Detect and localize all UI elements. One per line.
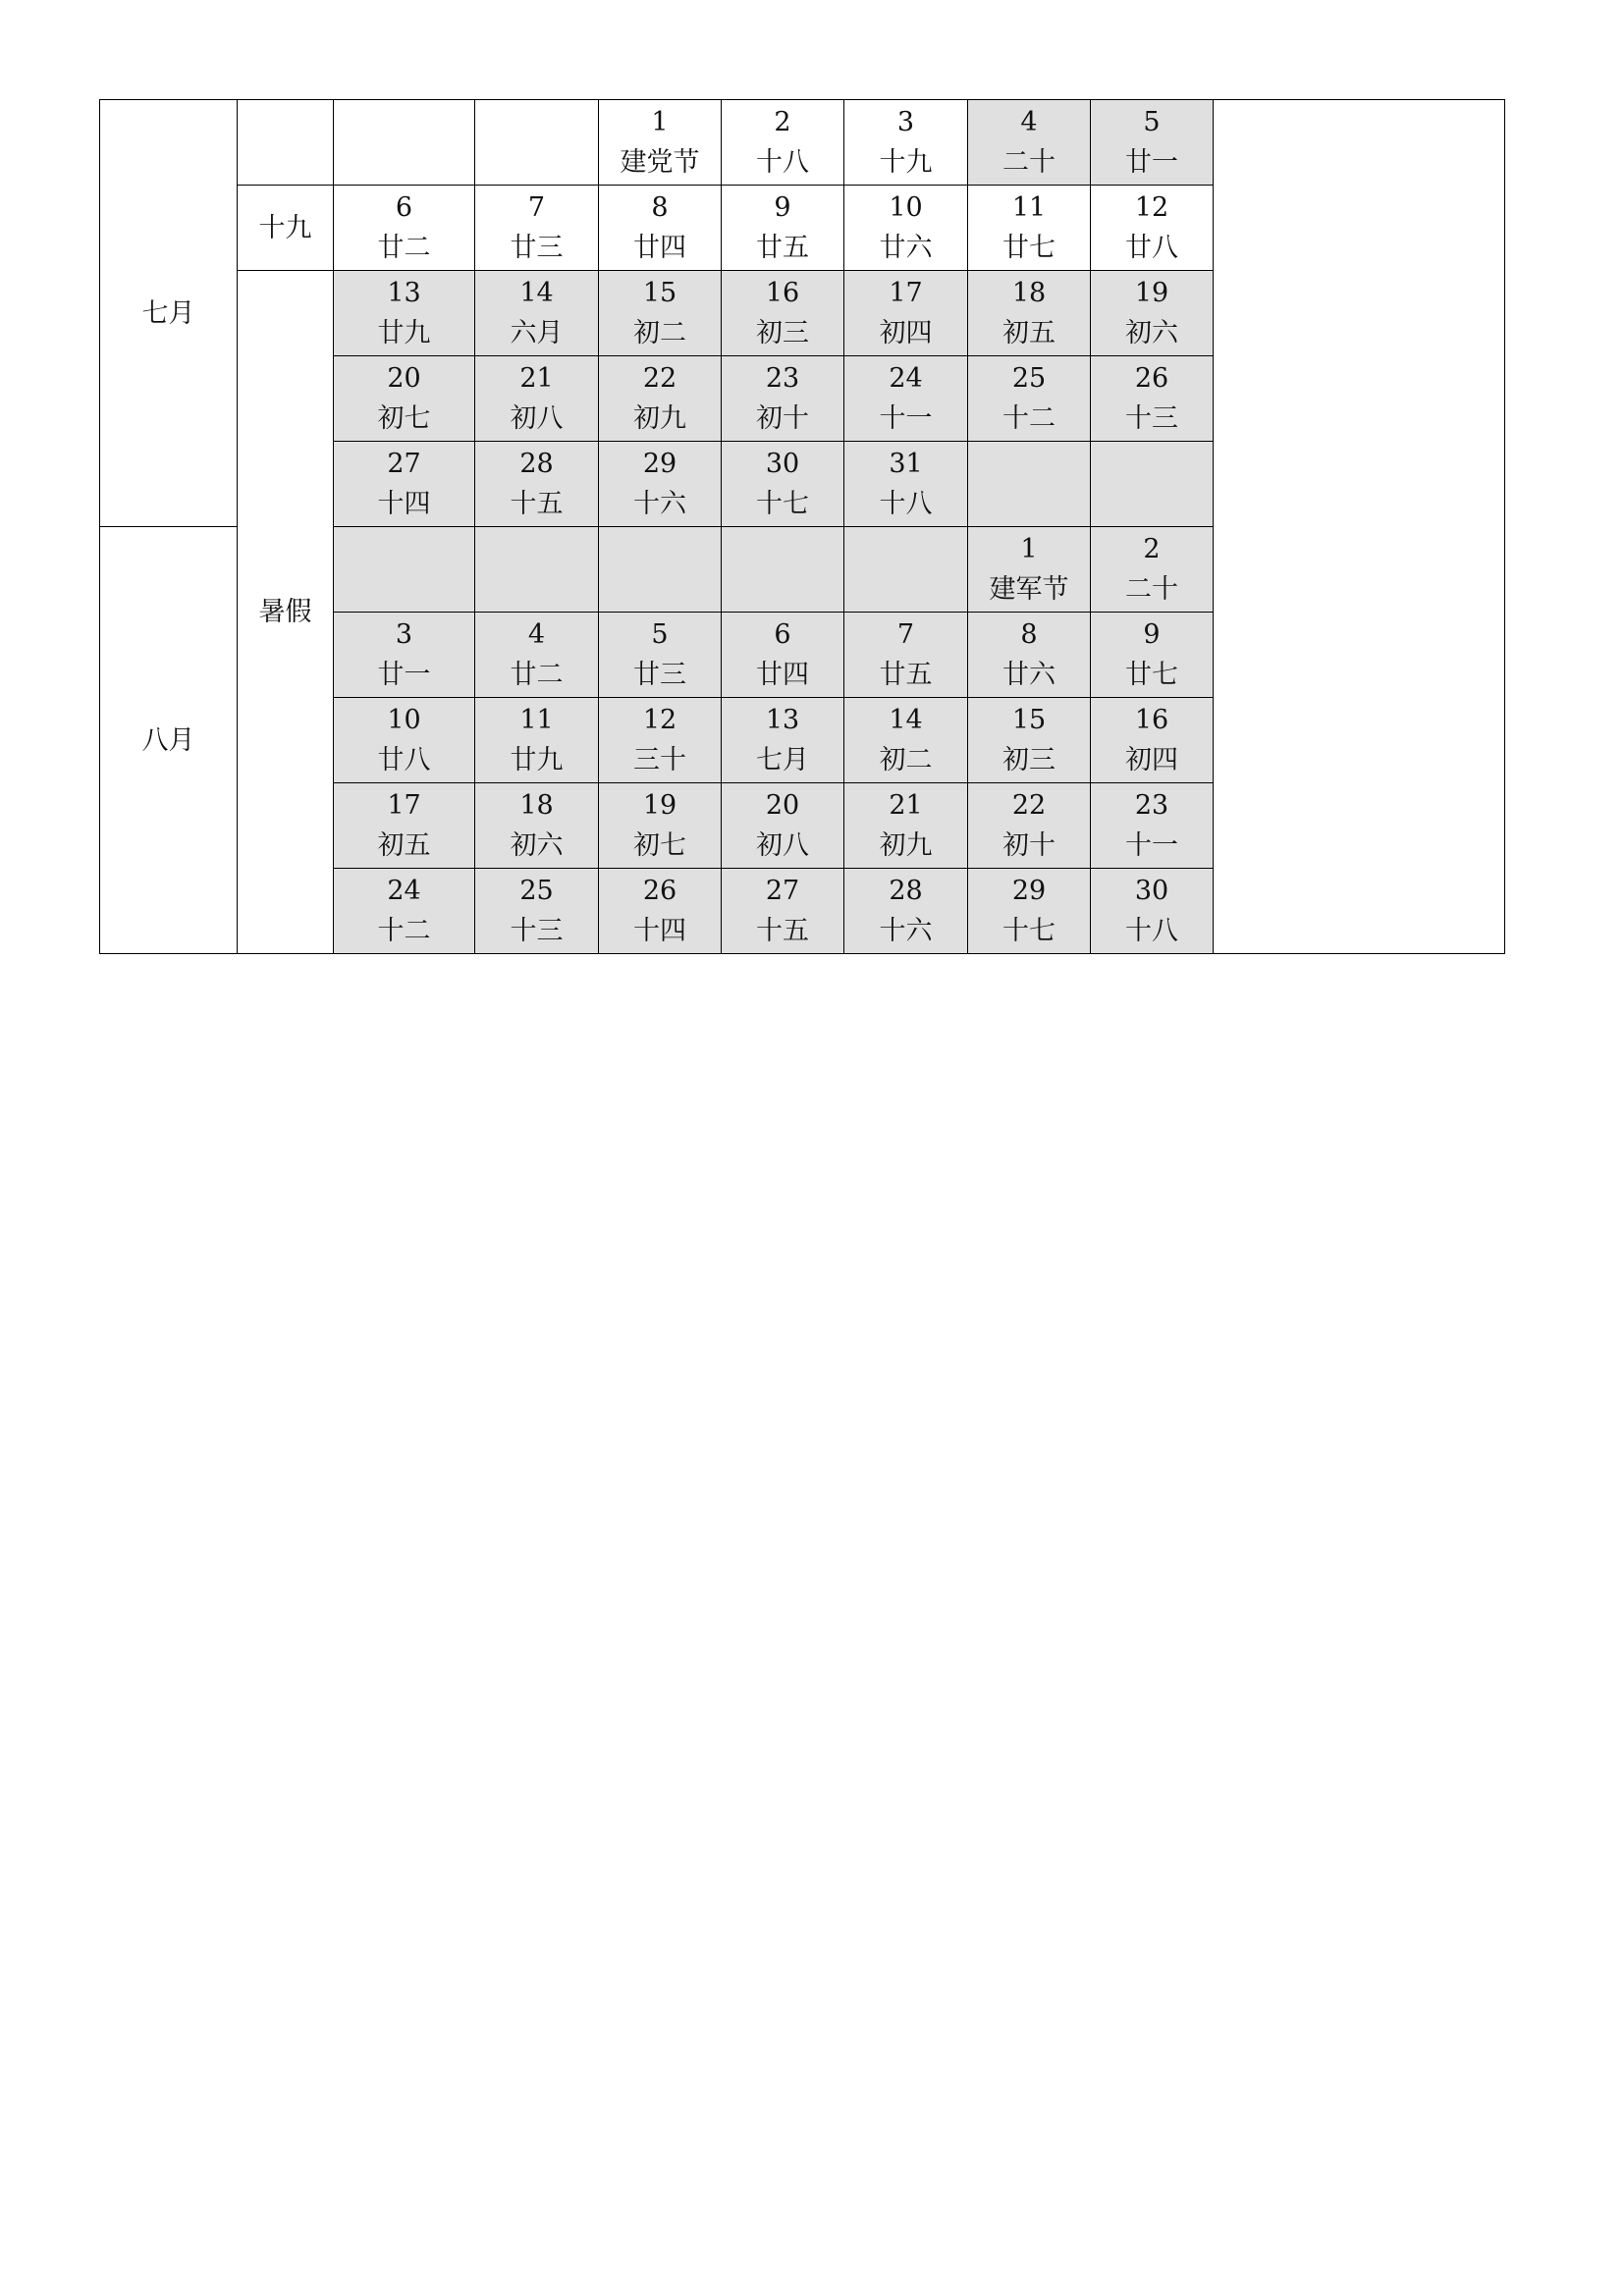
lunar-date: 廿八 (1125, 233, 1178, 263)
day-cell (1091, 869, 1214, 954)
day-number: 17 (387, 790, 421, 821)
lunar-date: 十六 (879, 916, 933, 946)
day-cell (475, 356, 599, 442)
day-cell (599, 271, 722, 356)
day-number: 4 (1020, 107, 1038, 137)
lunar-date: 十五 (756, 916, 809, 946)
lunar-date: 廿四 (633, 233, 686, 263)
day-cell (334, 613, 475, 698)
lunar-date: 初十 (1002, 830, 1056, 861)
day-cell (1091, 613, 1214, 698)
day-cell-empty (334, 100, 475, 186)
day-number: 9 (1143, 619, 1161, 650)
lunar-date: 十八 (1125, 916, 1178, 946)
day-number: 11 (1011, 192, 1047, 223)
lunar-date: 十八 (879, 489, 933, 519)
lunar-date: 十三 (1125, 403, 1178, 434)
day-number: 26 (642, 876, 677, 906)
day-number: 21 (519, 363, 554, 394)
day-cell (722, 442, 844, 527)
day-number: 2 (1143, 534, 1161, 564)
day-number: 31 (889, 449, 923, 479)
lunar-date: 十二 (1002, 403, 1056, 434)
day-cell (844, 186, 968, 271)
lunar-date: 十五 (510, 489, 564, 519)
lunar-date: 二十 (1002, 147, 1056, 178)
day-cell (599, 442, 722, 527)
day-cell (475, 442, 599, 527)
day-cell (844, 100, 968, 186)
day-cell (1091, 356, 1214, 442)
lunar-date: 廿二 (510, 660, 564, 690)
lunar-date: 廿一 (377, 660, 431, 690)
day-cell (1091, 527, 1214, 613)
lunar-date: 十八 (756, 147, 809, 178)
lunar-date: 十九 (879, 147, 933, 178)
day-cell-empty (844, 527, 968, 613)
day-cell (722, 869, 844, 954)
day-cell (844, 783, 968, 869)
lunar-date: 初八 (756, 830, 809, 861)
lunar-date: 廿七 (1002, 233, 1056, 263)
lunar-date: 初五 (377, 830, 431, 861)
week-cell-empty (238, 100, 334, 186)
lunar-date: 廿三 (633, 660, 686, 690)
day-number: 16 (765, 278, 800, 308)
day-number: 15 (642, 278, 677, 308)
lunar-date: 十一 (879, 403, 933, 434)
day-number: 20 (765, 790, 800, 821)
day-number: 24 (387, 876, 421, 906)
day-number: 18 (519, 790, 554, 821)
day-number: 28 (889, 876, 923, 906)
day-cell (1091, 100, 1214, 186)
day-number: 18 (1011, 278, 1047, 308)
lunar-date: 六月 (510, 318, 564, 348)
day-cell (968, 271, 1091, 356)
lunar-date: 初七 (377, 403, 431, 434)
day-cell (968, 698, 1091, 783)
day-cell (599, 869, 722, 954)
day-number: 25 (1011, 363, 1047, 394)
day-cell-empty (475, 100, 599, 186)
lunar-date: 初五 (1002, 318, 1056, 348)
lunar-date: 初三 (756, 318, 809, 348)
lunar-date: 廿八 (377, 745, 431, 775)
day-number: 29 (642, 449, 677, 479)
month-label-august: 八月 (100, 527, 238, 954)
day-number: 7 (896, 619, 915, 650)
day-number: 22 (642, 363, 677, 394)
week-label-19: 十九 (238, 186, 334, 271)
day-number: 21 (889, 790, 923, 821)
day-number: 14 (519, 278, 554, 308)
lunar-date: 初六 (510, 830, 564, 861)
lunar-date: 十三 (510, 916, 564, 946)
day-cell (844, 698, 968, 783)
day-cell (844, 869, 968, 954)
lunar-date: 廿一 (1125, 147, 1178, 178)
day-cell (722, 356, 844, 442)
lunar-date: 十二 (377, 916, 431, 946)
lunar-date: 初六 (1125, 318, 1178, 348)
day-cell (844, 271, 968, 356)
day-number: 3 (896, 107, 915, 137)
day-cell (722, 613, 844, 698)
lunar-date: 初九 (633, 403, 686, 434)
day-number: 12 (642, 705, 677, 735)
day-cell (722, 100, 844, 186)
day-cell (334, 186, 475, 271)
day-number: 9 (774, 192, 791, 223)
day-cell (475, 698, 599, 783)
lunar-date: 建军节 (989, 574, 1069, 605)
lunar-date: 初三 (1002, 745, 1056, 775)
table-row (100, 100, 1505, 186)
week-label-summer-break: 暑假 (238, 271, 334, 954)
day-number: 12 (1134, 192, 1169, 223)
day-number: 6 (774, 619, 791, 650)
day-cell (475, 186, 599, 271)
day-number: 28 (519, 449, 554, 479)
lunar-date: 十七 (1002, 916, 1056, 946)
day-cell (968, 100, 1091, 186)
lunar-date: 廿三 (510, 233, 564, 263)
day-cell (475, 613, 599, 698)
day-cell (599, 356, 722, 442)
day-cell-empty (334, 527, 475, 613)
day-number: 15 (1011, 705, 1047, 735)
day-number: 2 (774, 107, 791, 137)
day-cell (722, 783, 844, 869)
day-cell-empty (968, 442, 1091, 527)
day-cell (334, 869, 475, 954)
day-cell (968, 356, 1091, 442)
lunar-date: 十六 (633, 489, 686, 519)
lunar-date: 廿五 (756, 233, 809, 263)
day-cell (599, 186, 722, 271)
day-number: 7 (527, 192, 546, 223)
lunar-date: 廿四 (756, 660, 809, 690)
day-number: 17 (889, 278, 923, 308)
day-cell (334, 698, 475, 783)
day-cell (1091, 271, 1214, 356)
day-cell (844, 442, 968, 527)
day-cell (722, 186, 844, 271)
day-number: 14 (889, 705, 923, 735)
day-number: 20 (387, 363, 421, 394)
day-number: 16 (1134, 705, 1169, 735)
day-cell (722, 698, 844, 783)
day-number: 27 (387, 449, 421, 479)
day-cell (334, 783, 475, 869)
day-cell (1091, 783, 1214, 869)
day-number: 3 (395, 619, 413, 650)
day-cell (334, 442, 475, 527)
notes-column (1214, 100, 1505, 954)
day-number: 5 (651, 619, 669, 650)
lunar-date: 初十 (756, 403, 809, 434)
day-number: 24 (889, 363, 923, 394)
lunar-date: 十一 (1125, 830, 1178, 861)
lunar-date: 廿七 (1125, 660, 1178, 690)
day-cell (599, 698, 722, 783)
day-number: 6 (395, 192, 413, 223)
day-number: 11 (519, 705, 554, 735)
day-number: 30 (1134, 876, 1169, 906)
day-cell (968, 186, 1091, 271)
day-number: 5 (1143, 107, 1161, 137)
day-number: 27 (765, 876, 800, 906)
lunar-date: 三十 (633, 745, 686, 775)
day-cell (475, 783, 599, 869)
day-cell-empty (1091, 442, 1214, 527)
day-number: 13 (387, 278, 421, 308)
day-number: 8 (651, 192, 669, 223)
day-number: 10 (889, 192, 923, 223)
day-cell (968, 527, 1091, 613)
day-number: 30 (765, 449, 800, 479)
lunar-date: 初四 (879, 318, 933, 348)
day-number: 1 (651, 107, 669, 137)
day-number: 19 (1134, 278, 1169, 308)
day-number: 8 (1020, 619, 1038, 650)
lunar-date: 初九 (879, 830, 933, 861)
lunar-date: 建党节 (620, 147, 700, 178)
day-cell (599, 613, 722, 698)
calendar-table (99, 99, 1505, 954)
lunar-date: 初二 (633, 318, 686, 348)
day-number: 4 (527, 619, 546, 650)
day-cell (844, 356, 968, 442)
lunar-date: 二十 (1125, 574, 1178, 605)
lunar-date: 初二 (879, 745, 933, 775)
day-number: 29 (1011, 876, 1047, 906)
day-cell (334, 271, 475, 356)
day-cell-empty (722, 527, 844, 613)
day-cell (722, 271, 844, 356)
lunar-date: 初七 (633, 830, 686, 861)
day-cell (475, 271, 599, 356)
lunar-date: 廿六 (879, 233, 933, 263)
day-number: 13 (765, 705, 800, 735)
lunar-date: 十四 (377, 489, 431, 519)
day-cell (334, 356, 475, 442)
day-number: 19 (642, 790, 677, 821)
day-cell-empty (475, 527, 599, 613)
day-cell (475, 869, 599, 954)
month-label-july: 七月 (100, 100, 238, 527)
day-number: 23 (1134, 790, 1169, 821)
lunar-date: 十四 (633, 916, 686, 946)
day-number: 26 (1134, 363, 1169, 394)
day-number: 25 (519, 876, 554, 906)
lunar-date: 廿二 (377, 233, 431, 263)
lunar-date: 初八 (510, 403, 564, 434)
lunar-date: 七月 (756, 745, 809, 775)
day-cell (968, 613, 1091, 698)
day-number: 23 (765, 363, 800, 394)
day-cell (1091, 698, 1214, 783)
day-cell (844, 613, 968, 698)
day-cell (599, 100, 722, 186)
lunar-date: 廿五 (879, 660, 933, 690)
day-number: 22 (1011, 790, 1047, 821)
lunar-date: 十七 (756, 489, 809, 519)
lunar-date: 初四 (1125, 745, 1178, 775)
day-cell (599, 783, 722, 869)
lunar-date: 廿六 (1002, 660, 1056, 690)
day-cell (1091, 186, 1214, 271)
lunar-date: 廿九 (510, 745, 564, 775)
day-cell (968, 783, 1091, 869)
day-number: 10 (387, 705, 421, 735)
day-number: 1 (1020, 534, 1038, 564)
day-cell (968, 869, 1091, 954)
day-cell-empty (599, 527, 722, 613)
lunar-date: 廿九 (377, 318, 431, 348)
